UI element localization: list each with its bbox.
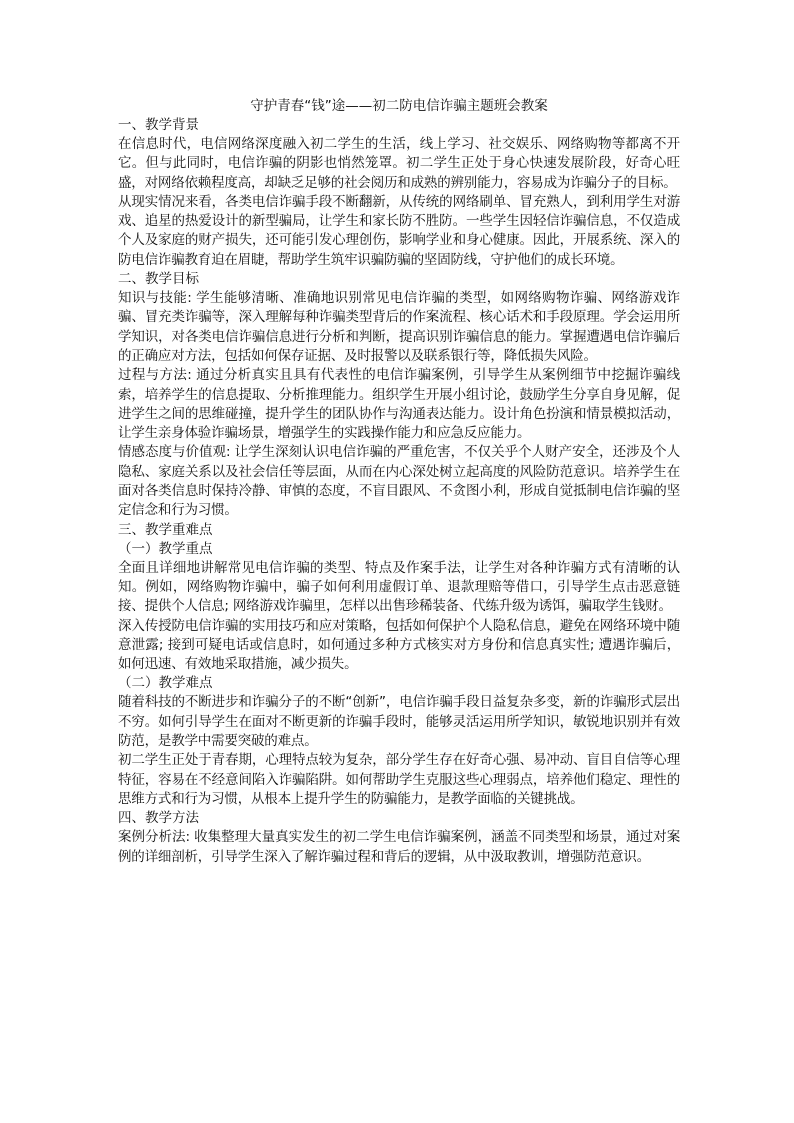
paragraph: 案例分析法: 收集整理大量真实发生的初二学生电信诈骗案例，涵盖不同类型和场景，通过对案例的详细剖析，引导学生深入了解诈骗过程和背后的逻辑，从中汲取教训，增强防范意识。 (118, 829, 680, 865)
paragraph: 过程与方法: 通过分析真实且具有代表性的电信诈骗案例，引导学生从案例细节中挖掘诈骗线索，培养学生的信息提取、分析推理能力。组织学生开展小组讨论，鼓励学生分享自身见解，促进学生之间的思维碰撞，提升学生的团队协作与沟通表达能力。设计角色扮演和情景模拟活动，让学生亲身体验诈骗场景，增强学生的实践操作能力和应急反应能力。 (118, 367, 680, 442)
paragraph: 深入传授防电信诈骗的实用技巧和应对策略，包括如何保护个人隐私信息，避免在网络环境中随意泄露; 接到可疑电话或信息时，如何通过多种方式核实对方身份和信息真实性; 遭遇诈骗后，如何迅速、有效地采取措施，减少损失。 (118, 617, 680, 673)
subsection-heading-focus: （一）教学重点 (118, 540, 213, 557)
section-heading-methods: 四、教学方法 (118, 810, 199, 827)
section-heading-objectives: 二、教学目标 (118, 271, 199, 288)
subsection-heading-difficulty: （二）教学难点 (118, 675, 213, 692)
paragraph: 在信息时代，电信网络深度融入初二学生的生活，线上学习、社交娱乐、网络购物等都离不开它。但与此同时，电信诈骗的阴影也悄然笼罩。初二学生正处于身心快速发展阶段，好奇心旺盛，对网络依赖程度高，却缺乏足够的社会阅历和成熟的辨别能力，容易成为诈骗分子的目标。 (118, 136, 680, 191)
section-heading-key-points: 三、教学重难点 (118, 521, 213, 538)
paragraph: 情感态度与价值观: 让学生深刻认识电信诈骗的严重危害，不仅关乎个人财产安全，还涉及个人隐私、家庭关系以及社会信任等层面，从而在内心深处树立起高度的风险防范意识。培养学生在面对各类信息时保持冷静、审慎的态度，不盲目跟风、不贪图小利，形成自觉抵制电信诈骗的坚定信念和行为习惯。 (118, 444, 680, 519)
paragraph: 随着科技的不断进步和诈骗分子的不断“创新”，电信诈骗手段日益复杂多变，新的诈骗形式层出不穷。如何引导学生在面对不断更新的诈骗手段时，能够灵活运用所学知识，敏锐地识别并有效防范，是教学中需要突破的难点。 (118, 694, 680, 750)
document-title: 守护青春“钱”途——初二防电信诈骗主题班会教案 (250, 98, 548, 114)
paragraph: 从现实情况来看，各类电信诈骗手段不断翻新，从传统的网络刷单、冒充熟人，到利用学生对游戏、追星的热爱设计的新型骗局，让学生和家长防不胜防。一些学生因轻信诈骗信息，不仅造成个人及家庭的财产损失，还可能引发心理创伤，影响学业和身心健康。因此，开展系统、深入的防电信诈骗教育迫在眉睫，帮助学生筑牢识骗防骗的坚固防线，守护他们的成长环境。 (118, 193, 680, 268)
paragraph: 全面且详细地讲解常见电信诈骗的类型、特点及作案手法，让学生对各种诈骗方式有清晰的认知。例如，网络购物诈骗中，骗子如何利用虚假订单、退款理赔等借口，引导学生点击恶意链接、提供个人信息; 网络游戏诈骗里，怎样以出售珍稀装备、代练升级为诱饵，骗取学生钱财。 (118, 559, 680, 615)
paragraph: 初二学生正处于青春期，心理特点较为复杂，部分学生存在好奇心强、易冲动、盲目自信等心理特征，容易在不经意间陷入诈骗陷阱。如何帮助学生克服这些心理弱点，培养他们稳定、理性的思维方式和行为习惯，从根本上提升学生的防骗能力，是教学面临的关键挑战。 (118, 752, 680, 807)
paragraph: 知识与技能: 学生能够清晰、准确地识别常见电信诈骗的类型，如网络购物诈骗、网络游戏诈骗、冒充类诈骗等，深入理解每种诈骗类型背后的作案流程、核心话术和手段原理。学会运用所学知识，对各类电信诈骗信息进行分析和判断，提高识别诈骗信息的能力。掌握遭遇电信诈骗后的正确应对方法，包括如何保存证据、及时报警以及联系银行等，降低损失风险。 (118, 290, 680, 364)
document-page (118, 96, 680, 867)
section-heading-background: 一、教学背景 (118, 117, 199, 133)
